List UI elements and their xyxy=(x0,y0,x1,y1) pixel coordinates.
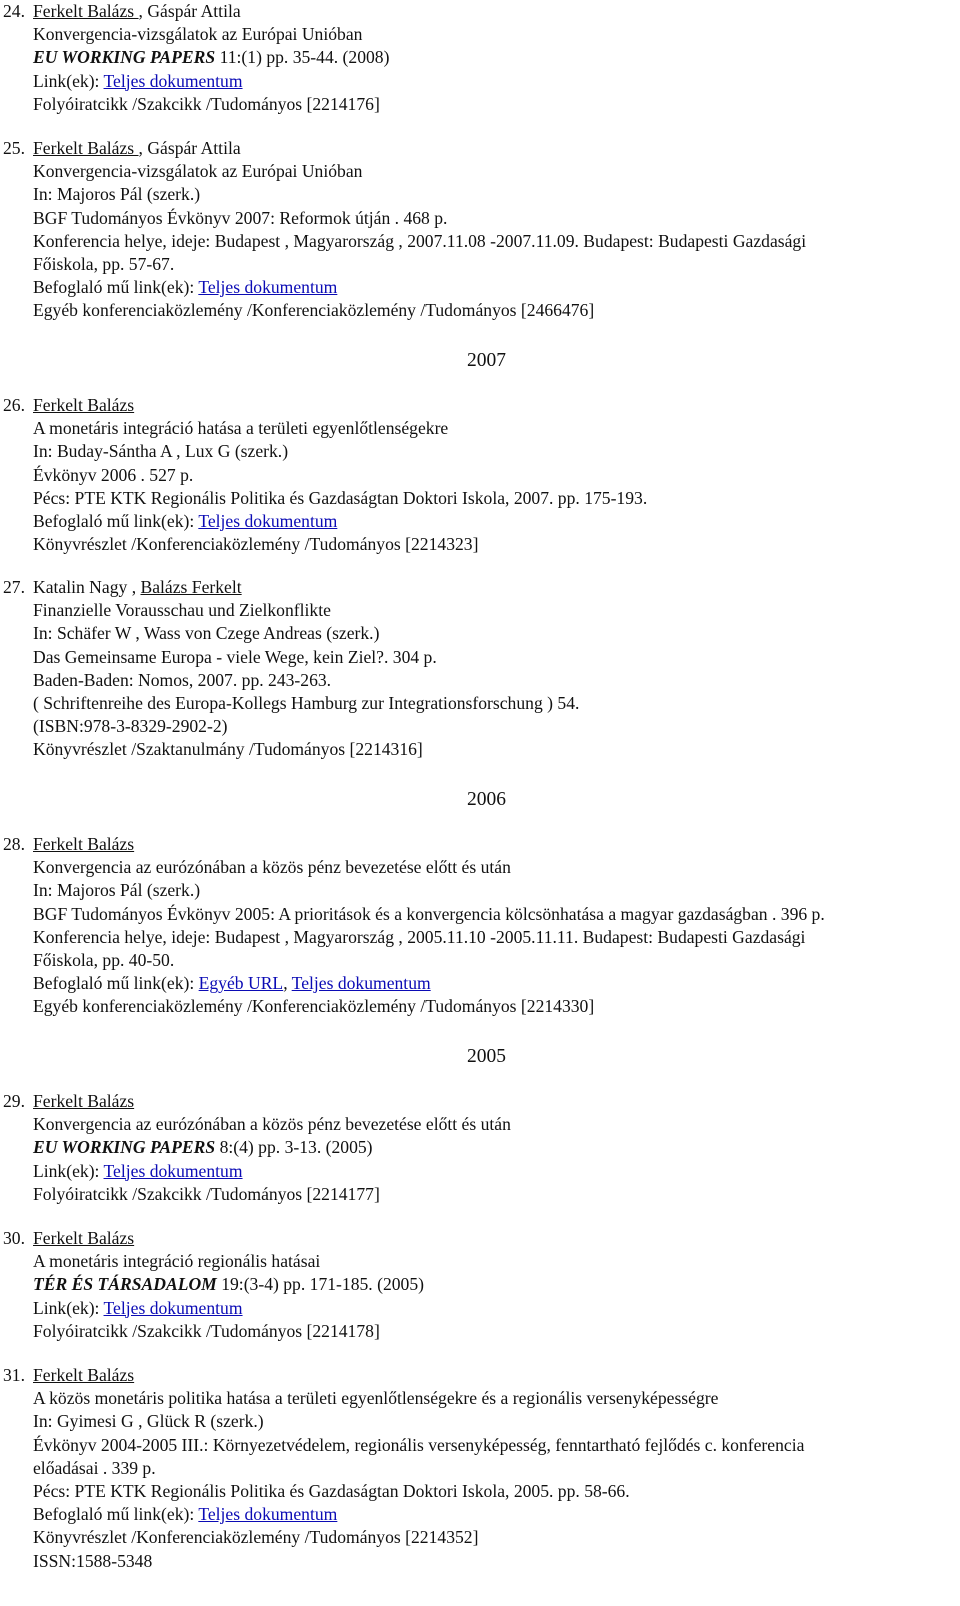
publication-entry xyxy=(0,1227,956,1343)
publication-type: Folyóiratcikk /Szakcikk /Tudományos [2214178] xyxy=(33,1320,380,1341)
publication-type: Könyvrészlet /Konferenciaközlemény /Tudományos [2214352] xyxy=(33,1527,479,1548)
book-title-cont: előadásai . 339 p. xyxy=(33,1457,156,1478)
author-link[interactable]: Ferkelt Balázs xyxy=(33,138,139,158)
editors: In: Buday-Sántha A , Lux G (szerk.) xyxy=(33,441,289,462)
editors: In: Gyimesi G , Glück R (szerk.) xyxy=(33,1411,264,1432)
link-separator: , xyxy=(283,973,292,994)
entry-number: 25. xyxy=(3,138,25,158)
conference-info-cont: Főiskola, pp. 57-67. xyxy=(33,254,175,275)
book-title: BGF Tudományos Évkönyv 2007: Reformok útján . 468 p. xyxy=(33,207,448,228)
publisher-info: Pécs: PTE KTK Regionális Politika és Gazdaságtan Doktori Iskola, 2005. pp. 58-66. xyxy=(33,1481,630,1502)
author-link[interactable]: Ferkelt Balázs xyxy=(33,1228,135,1248)
link-label: Link(ek): xyxy=(33,1160,104,1181)
link-label: Befoglaló mű link(ek): xyxy=(33,511,199,532)
journal-ref: 11:(1) pp. 35-44. (2008) xyxy=(215,47,390,68)
entry-number: 28. xyxy=(3,834,25,854)
full-document-link[interactable]: Teljes dokumentum xyxy=(103,70,243,91)
author-link[interactable]: Ferkelt Balázs xyxy=(33,834,135,854)
publication-entry xyxy=(0,833,956,1019)
journal-name: EU WORKING PAPERS xyxy=(33,1137,216,1158)
book-title: BGF Tudományos Évkönyv 2005: A prioritások és a konvergencia kölcsönhatása a magyar gazdaságban . 396 p. xyxy=(33,903,825,924)
year-heading: 2006 xyxy=(467,789,506,810)
entry-number: 30. xyxy=(3,1228,25,1248)
conference-info: Konferencia helye, ideje: Budapest , Magyarország , 2007.11.08 -2007.11.09. Budapest: Budapesti Gazdasági xyxy=(33,230,807,251)
publication-title: A monetáris integráció regionális hatásai xyxy=(33,1251,321,1272)
co-authors: , Gáspár Attila xyxy=(138,138,241,158)
journal-ref: 19:(3-4) pp. 171-185. (2005) xyxy=(216,1274,424,1295)
author-link[interactable]: Balázs Ferkelt xyxy=(140,577,242,597)
publication-entry xyxy=(0,576,956,762)
publication-entry xyxy=(0,137,956,323)
other-url-link[interactable]: Egyéb URL xyxy=(198,973,284,994)
conference-info-cont: Főiskola, pp. 40-50. xyxy=(33,950,175,971)
publication-title: A közös monetáris politika hatása a területi egyenlőtlenségekre és a regionális versenyképességre xyxy=(33,1388,719,1409)
entry-number: 29. xyxy=(3,1091,25,1111)
book-title: Das Gemeinsame Europa - viele Wege, kein Ziel?. 304 p. xyxy=(33,646,437,667)
full-document-link[interactable]: Teljes dokumentum xyxy=(291,973,431,994)
journal-ref: 8:(4) pp. 3-13. (2005) xyxy=(215,1137,373,1158)
full-document-link[interactable]: Teljes dokumentum xyxy=(103,1297,243,1318)
journal-name: EU WORKING PAPERS xyxy=(33,47,216,68)
author-link[interactable]: Ferkelt Balázs xyxy=(33,1091,135,1111)
entry-number: 27. xyxy=(3,577,25,597)
publication-title: Finanzielle Vorausschau und Zielkonflikte xyxy=(33,600,331,621)
publication-type: Folyóiratcikk /Szakcikk /Tudományos [2214176] xyxy=(33,93,380,114)
author-link[interactable]: Ferkelt Balázs xyxy=(33,1365,135,1385)
co-authors: Katalin Nagy , xyxy=(33,577,141,597)
book-title: Évkönyv 2004-2005 III.: Környezetvédelem, regionális versenyképesség, fenntartható fejlődés c. konferencia xyxy=(33,1434,805,1455)
publication-title: Konvergencia az eurózónában a közös pénz bevezetése előtt és után xyxy=(33,857,511,878)
link-label: Befoglaló mű link(ek): xyxy=(33,277,199,298)
link-label: Befoglaló mű link(ek): xyxy=(33,1504,199,1525)
full-document-link[interactable]: Teljes dokumentum xyxy=(198,511,338,532)
publication-title: A monetáris integráció hatása a területi egyenlőtlenségekre xyxy=(33,418,449,439)
publication-entry xyxy=(0,1364,956,1573)
publication-title: Konvergencia az eurózónában a közös pénz bevezetése előtt és után xyxy=(33,1114,511,1135)
publication-type: Egyéb konferenciaközlemény /Konferenciaközlemény /Tudományos [2214330] xyxy=(33,996,595,1017)
publication-type: Folyóiratcikk /Szakcikk /Tudományos [2214177] xyxy=(33,1183,380,1204)
publisher-info: Pécs: PTE KTK Regionális Politika és Gazdaságtan Doktori Iskola, 2007. pp. 175-193. xyxy=(33,487,648,508)
editors: In: Majoros Pál (szerk.) xyxy=(33,184,201,205)
publication-title: Konvergencia-vizsgálatok az Európai Unióban xyxy=(33,161,363,182)
full-document-link[interactable]: Teljes dokumentum xyxy=(198,277,338,298)
co-authors: , Gáspár Attila xyxy=(138,1,241,21)
entry-number: 26. xyxy=(3,395,25,415)
isbn: (ISBN:978-3-8329-2902-2) xyxy=(33,716,228,737)
publication-type: Könyvrészlet /Szaktanulmány /Tudományos [2214316] xyxy=(33,739,423,760)
publication-type: Egyéb konferenciaközlemény /Konferenciaközlemény /Tudományos [2466476] xyxy=(33,300,595,321)
publication-entry xyxy=(0,1090,956,1206)
link-label: Link(ek): xyxy=(33,70,104,91)
publication-entry xyxy=(0,0,956,116)
entry-number: 24. xyxy=(3,1,25,21)
publication-entry xyxy=(0,394,956,556)
publication-title: Konvergencia-vizsgálatok az Európai Unióban xyxy=(33,24,363,45)
entry-number: 31. xyxy=(3,1365,25,1385)
link-label: Link(ek): xyxy=(33,1297,104,1318)
journal-name: TÉR ÉS TÁRSADALOM xyxy=(33,1274,217,1295)
publication-type: Könyvrészlet /Konferenciaközlemény /Tudományos [2214323] xyxy=(33,534,479,555)
author-link[interactable]: Ferkelt Balázs xyxy=(33,395,135,415)
full-document-link[interactable]: Teljes dokumentum xyxy=(103,1160,243,1181)
series-info: ( Schriftenreihe des Europa-Kollegs Hamburg zur Integrationsforschung ) 54. xyxy=(33,693,580,714)
link-label: Befoglaló mű link(ek): xyxy=(33,973,199,994)
conference-info: Konferencia helye, ideje: Budapest , Magyarország , 2005.11.10 -2005.11.11. Budapest: Budapesti Gazdasági xyxy=(33,926,806,947)
editors: In: Majoros Pál (szerk.) xyxy=(33,880,201,901)
issn: ISSN:1588-5348 xyxy=(33,1550,153,1571)
full-document-link[interactable]: Teljes dokumentum xyxy=(198,1504,338,1525)
year-heading: 2007 xyxy=(467,350,506,371)
year-heading: 2005 xyxy=(467,1046,506,1067)
author-link[interactable]: Ferkelt Balázs xyxy=(33,1,139,21)
publisher-info: Baden-Baden: Nomos, 2007. pp. 243-263. xyxy=(33,669,332,690)
editors: In: Schäfer W , Wass von Czege Andreas (szerk.) xyxy=(33,623,380,644)
book-title: Évkönyv 2006 . 527 p. xyxy=(33,464,194,485)
